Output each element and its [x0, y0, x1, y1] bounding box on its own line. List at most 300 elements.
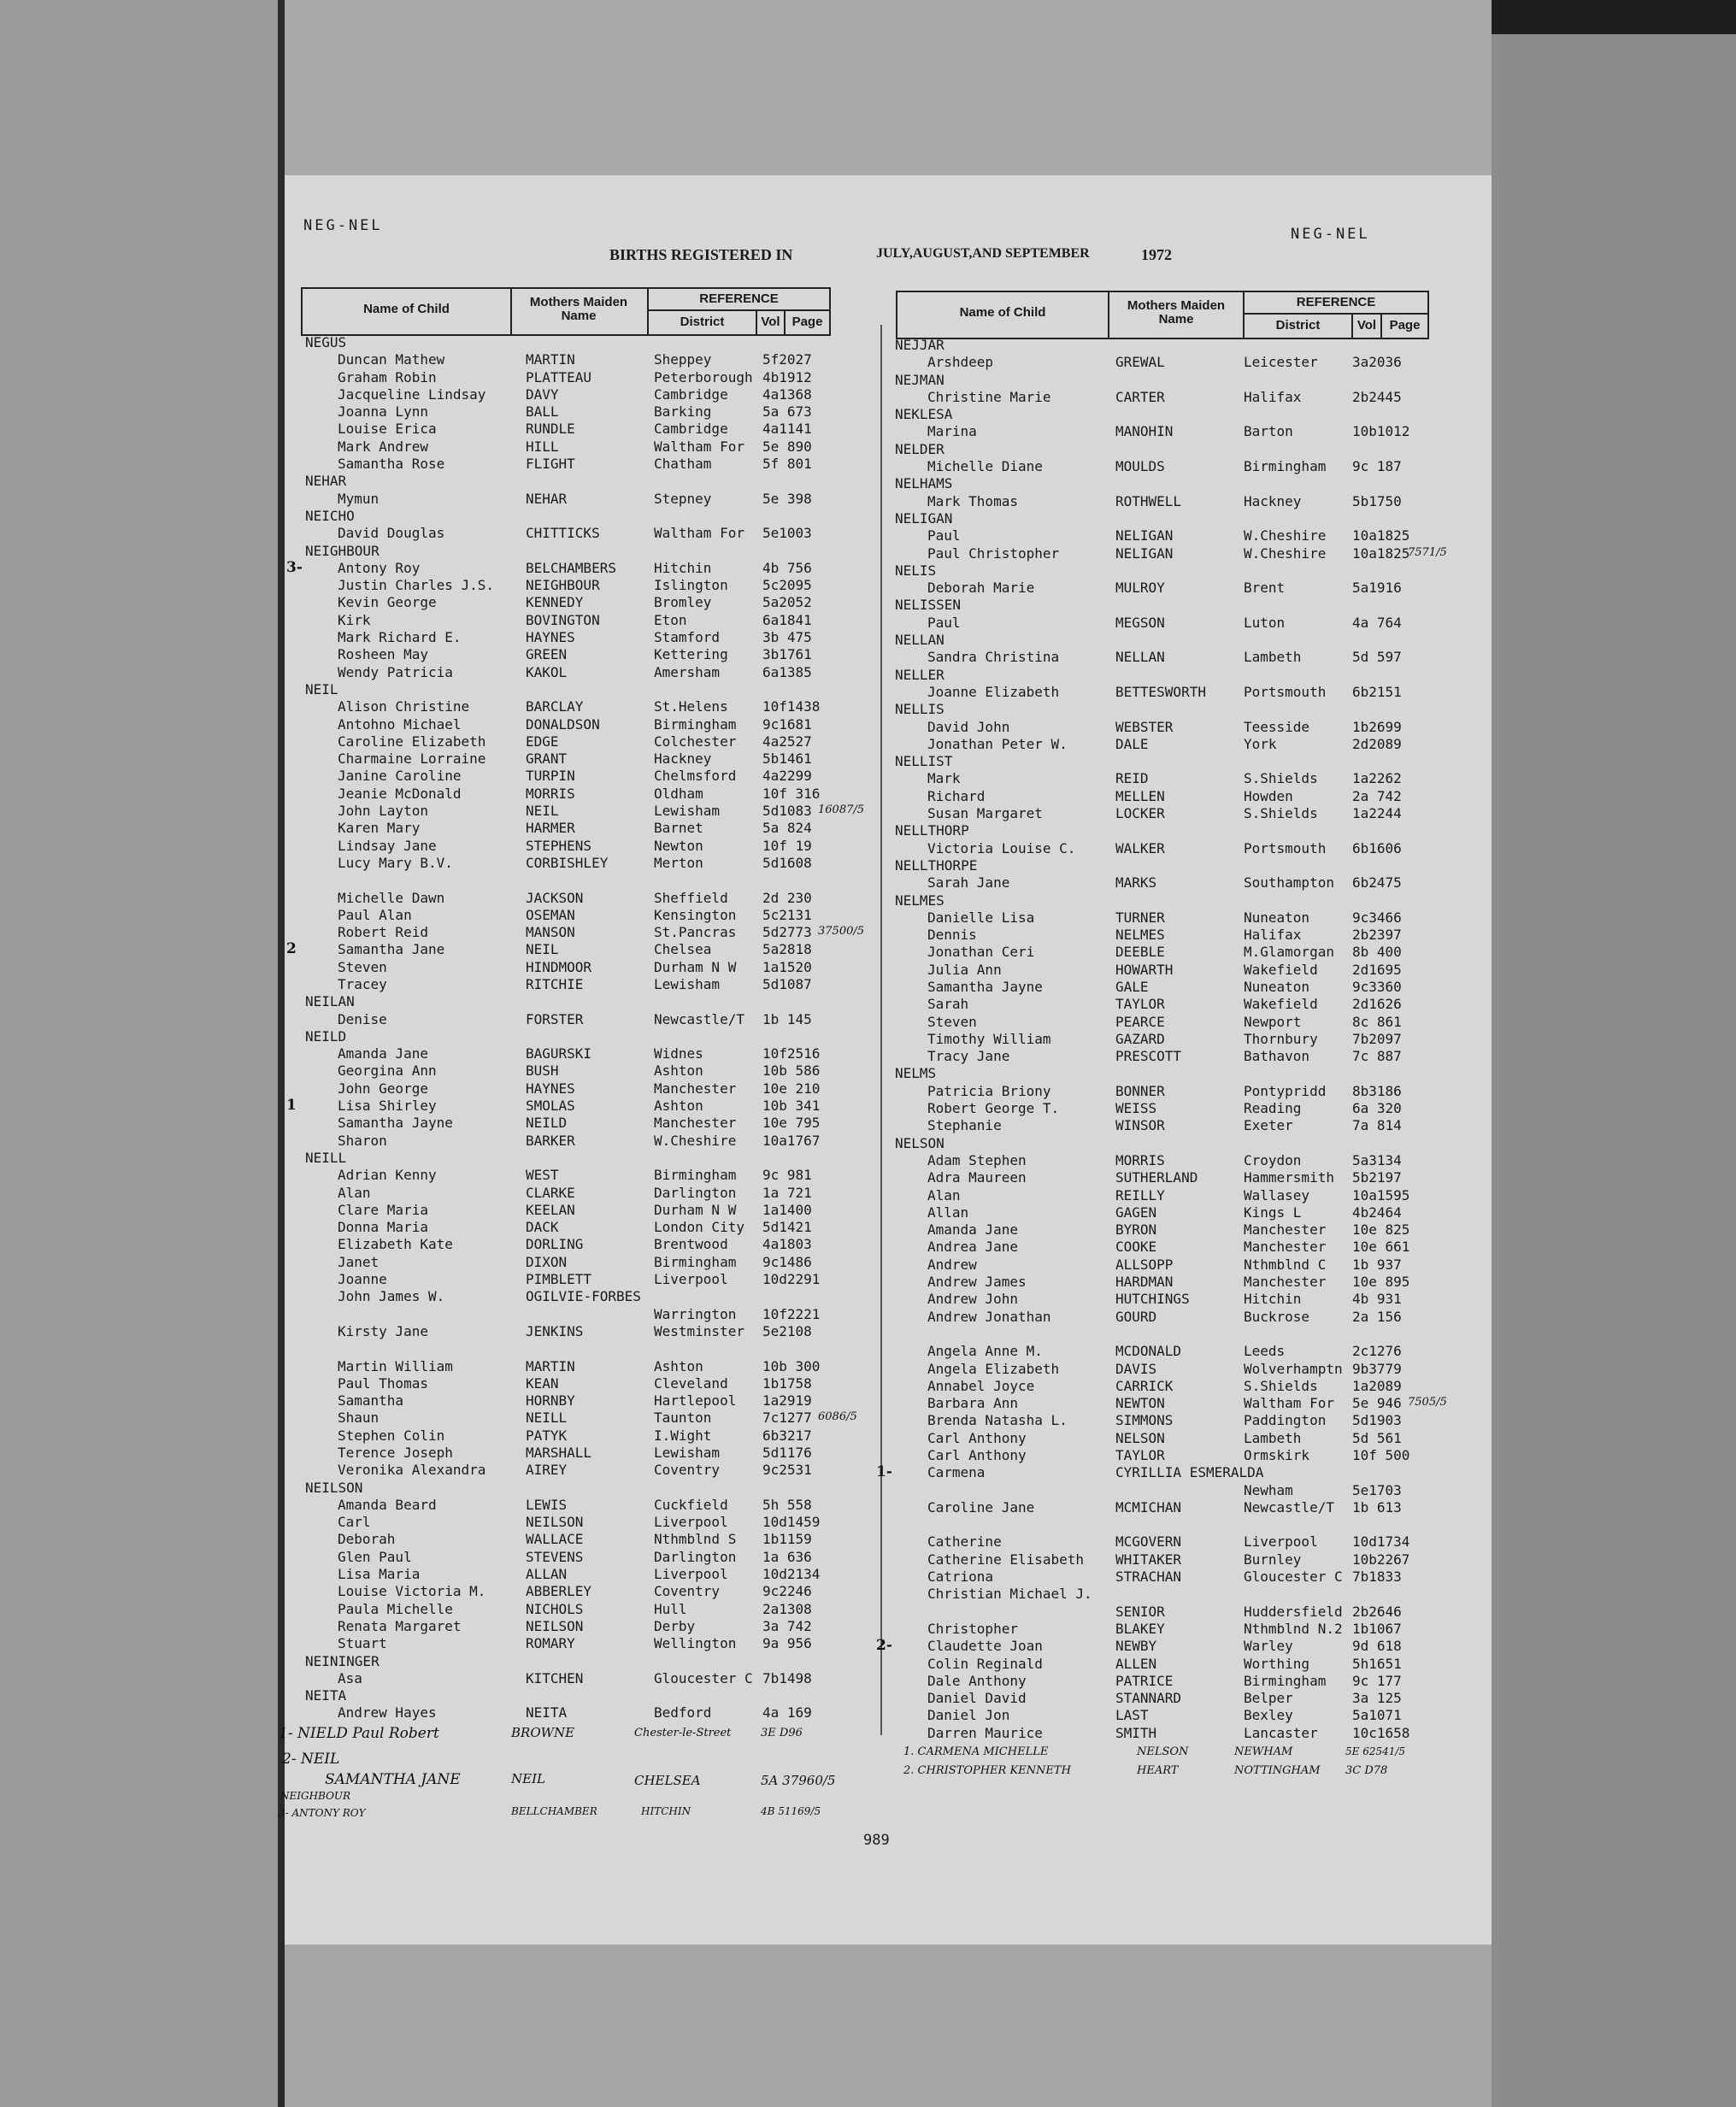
th-district: District [680, 315, 725, 329]
child-name: Steven [338, 958, 387, 975]
vol-page: 5d1903 [1352, 1412, 1402, 1429]
register-entry [895, 1168, 1442, 1185]
mothers-maiden-name: NICHOLS [526, 1600, 584, 1617]
district: Nthmblnd N.2 [1244, 1620, 1343, 1637]
vol-page: 2d 230 [762, 889, 812, 906]
vol-page: 6a1385 [762, 663, 812, 680]
mothers-maiden-name: BAGURSKI [526, 1045, 592, 1062]
vol-page: 5e2108 [762, 1322, 812, 1339]
child-name: Clare Maria [338, 1201, 428, 1218]
district: Wolverhamptn [1244, 1360, 1343, 1377]
register-entry [305, 801, 865, 820]
mothers-maiden-name: HARDMAN [1115, 1274, 1174, 1291]
vol-page: 4a1803 [762, 1236, 812, 1253]
district: Durham N W [654, 958, 737, 975]
surname: NEICHO [305, 507, 355, 524]
district: Islington [654, 577, 728, 594]
child-name: Catriona [927, 1568, 994, 1586]
register-entry [305, 784, 852, 801]
surname-heading [305, 471, 852, 488]
district: Taunton [654, 1410, 712, 1427]
register-entry [895, 1498, 1442, 1515]
mothers-maiden-name: OSEMAN [526, 906, 575, 923]
district: Derby [654, 1617, 696, 1634]
mothers-maiden-name: FORSTER [526, 1010, 584, 1027]
register-entry [895, 387, 1442, 404]
surname-heading [895, 665, 1442, 682]
surname-heading [895, 595, 1442, 612]
mothers-maiden-name: LEWIS [526, 1496, 568, 1513]
child-name: Dale Anthony [927, 1672, 1027, 1689]
child-name: Samantha Jane [338, 941, 445, 958]
district: Cambridge [654, 385, 728, 403]
vol-page: 1a2262 [1352, 770, 1402, 787]
child-name: Terence Joseph [338, 1445, 453, 1461]
child-name: Louise Victoria M. [338, 1583, 486, 1600]
child-name: Sharon [338, 1132, 387, 1149]
vol-page: 10b 300 [762, 1357, 821, 1374]
district: Hitchin [1244, 1291, 1302, 1308]
surname: NELLER [895, 666, 945, 683]
register-entry [305, 766, 852, 783]
surname-heading [895, 404, 1442, 421]
register-entry [895, 1324, 1442, 1341]
mothers-maiden-name: NELSON [1115, 1429, 1165, 1446]
child-name: Paul [927, 527, 961, 544]
district: Bexley [1244, 1707, 1293, 1724]
register-entry [895, 1671, 1442, 1688]
th-mothers-maiden-name: Mothers Maiden Name [529, 295, 628, 323]
child-name: Mymun [338, 490, 380, 507]
mothers-maiden-name: MANSON [526, 924, 575, 941]
handwritten-entry-2-mother: NEIL [511, 1771, 545, 1786]
district: Bathavon [1244, 1048, 1310, 1065]
mothers-maiden-name: MARTIN [526, 351, 575, 368]
district: Lambeth [1244, 649, 1302, 666]
register-entry [305, 1547, 852, 1564]
mothers-maiden-name: NEHAR [526, 490, 568, 507]
district: Thornbury [1244, 1030, 1318, 1047]
th-vol: Vol [761, 315, 780, 329]
vol-page: 1b 937 [1352, 1256, 1402, 1273]
child-name: Louise Erica [338, 421, 437, 438]
vol-page: 2b2445 [1352, 388, 1402, 405]
th-mothers-maiden-name: Mothers Maiden Name [1127, 298, 1226, 327]
vol-page: 5e1703 [1352, 1481, 1402, 1498]
district: Warley [1244, 1638, 1293, 1655]
register-entry [895, 803, 1442, 821]
handwritten-reference: 7505/5 [1408, 1396, 1447, 1410]
register-entry [895, 1410, 1442, 1427]
mothers-maiden-name: ALLSOPP [1115, 1256, 1174, 1273]
mothers-maiden-name: GAGEN [1115, 1204, 1157, 1221]
district: Croydon [1244, 1151, 1302, 1168]
register-entry [305, 697, 852, 714]
mothers-maiden-name: EDGE [526, 733, 559, 750]
register-entry [895, 1046, 1442, 1063]
surname: NEIGHBOUR [305, 542, 380, 559]
mothers-maiden-name: RUNDLE [526, 421, 575, 438]
child-name: Deborah Marie [927, 580, 1035, 597]
surname-heading [895, 509, 1442, 526]
register-entry [895, 1307, 1442, 1324]
child-name: Georgina Ann [338, 1062, 437, 1080]
mothers-maiden-name: SMITH [1115, 1724, 1157, 1741]
surname-heading [895, 630, 1442, 647]
register-entry [305, 1391, 852, 1408]
mothers-maiden-name: DALE [1115, 735, 1149, 752]
vol-page: 10a1825 [1352, 544, 1410, 562]
vol-page: 10f2221 [762, 1305, 821, 1322]
district: S.Shields [1244, 805, 1318, 822]
child-name: Paul Thomas [338, 1374, 428, 1392]
surname: NELLTHORP [895, 822, 969, 839]
child-name: Kirk [338, 611, 371, 628]
register-entry [305, 575, 852, 592]
register-entry [305, 870, 852, 887]
child-name: Rosheen May [338, 646, 428, 663]
vol-page: 4a1368 [762, 385, 812, 403]
mothers-maiden-name: CYRILLIA ESMERALDA [1115, 1464, 1264, 1481]
handwritten-entry-3-ref: 4B 51169/5 [761, 1805, 821, 1817]
mothers-maiden-name: GRANT [526, 750, 568, 768]
scan-margin-top [285, 0, 1492, 175]
mothers-maiden-name: HINDMOOR [526, 958, 592, 975]
district: Waltham For [1244, 1395, 1334, 1412]
surname-heading [305, 541, 852, 558]
surname-heading [895, 1133, 1442, 1151]
surname: NELLIS [895, 701, 945, 718]
child-name: Stephen Colin [338, 1427, 445, 1444]
handwritten-entry-r2-ref: 3C D78 [1345, 1764, 1388, 1777]
child-name: Caroline Jane [927, 1498, 1035, 1516]
child-name: Julia Ann [927, 961, 1002, 978]
th-name-of-child: Name of Child [959, 305, 1046, 320]
register-entry [305, 385, 852, 402]
mothers-maiden-name: PEARCE [1115, 1013, 1165, 1030]
register-entry [305, 1443, 852, 1460]
child-name: Denise [338, 1010, 387, 1027]
district: S.Shields [1244, 770, 1318, 787]
district: I.Wight [654, 1427, 712, 1444]
surname-heading [305, 506, 852, 523]
vol-page: 4b1912 [762, 368, 812, 385]
surname: NELLTHORPE [895, 856, 978, 874]
surname: NEILD [305, 1027, 347, 1045]
register-entry [895, 1098, 1442, 1115]
mothers-maiden-name: WALLACE [526, 1531, 584, 1548]
register-entry [895, 1428, 1442, 1445]
vol-page: 4b 931 [1352, 1291, 1402, 1308]
child-name: Richard [927, 787, 986, 804]
handwritten-mark: 1- [876, 1463, 892, 1481]
vol-page: 5a3134 [1352, 1151, 1402, 1168]
district: Nuneaton [1244, 978, 1310, 995]
district: Kettering [654, 646, 728, 663]
child-name: Samantha Jayne [338, 1115, 453, 1132]
mothers-maiden-name: DAVIS [1115, 1360, 1157, 1377]
vol-page: 5b1750 [1352, 492, 1402, 509]
register-entry [895, 1445, 1442, 1463]
surname-heading [305, 1027, 852, 1044]
surname: NEILL [305, 1149, 347, 1166]
mothers-maiden-name: ROMARY [526, 1635, 575, 1652]
district: Nthmblnd S [654, 1531, 737, 1548]
surname-heading [895, 891, 1442, 908]
child-name: Claudette Joan [927, 1638, 1043, 1655]
district: Newcastle/T [654, 1010, 744, 1027]
district: Stepney [654, 490, 712, 507]
mothers-maiden-name: HOWARTH [1115, 961, 1174, 978]
child-name: Paul [927, 614, 961, 631]
mothers-maiden-name: PATYK [526, 1427, 568, 1444]
vol-page: 5c2131 [762, 906, 812, 923]
register-entry [305, 1304, 852, 1321]
mothers-maiden-name: ALLAN [526, 1566, 568, 1583]
register-entry [305, 489, 852, 506]
child-name: Andrew [927, 1256, 977, 1273]
register-entry [895, 1186, 1442, 1203]
handwritten-reference: 6086/5 [818, 1410, 857, 1424]
surname: NELLAN [895, 632, 945, 649]
vol-page: 1a 721 [762, 1184, 812, 1201]
child-name: Danielle Lisa [927, 909, 1035, 926]
district: M.Glamorgan [1244, 944, 1334, 961]
surname: NEHAR [305, 473, 347, 490]
handwritten-entry-2-label: 2- NEIL [282, 1751, 340, 1768]
register-entry [305, 1703, 852, 1720]
vol-page: 4a 169 [762, 1704, 812, 1722]
district: Widnes [654, 1045, 703, 1062]
surname: NELMS [895, 1065, 937, 1082]
vol-page: 1b1758 [762, 1374, 812, 1392]
handwritten-entry-r2-mother: HEART [1137, 1764, 1179, 1777]
surname-heading [305, 1478, 852, 1495]
vol-page: 7b1833 [1352, 1568, 1402, 1586]
handwritten-entry-r1-district: NEWHAM [1234, 1745, 1293, 1758]
mothers-maiden-name: CHITTICKS [526, 525, 600, 542]
vol-page: 2a 156 [1352, 1308, 1402, 1325]
vol-page: 5a2818 [762, 941, 812, 958]
register-entry [305, 957, 852, 974]
district: Liverpool [1244, 1533, 1318, 1551]
child-name: Mark Thomas [927, 492, 1018, 509]
mothers-maiden-name: GOURD [1115, 1308, 1157, 1325]
child-name: Justin Charles J.S. [338, 577, 495, 594]
mothers-maiden-name: JACKSON [526, 889, 584, 906]
mothers-maiden-name: NELIGAN [1115, 544, 1174, 562]
mothers-maiden-name: LAST [1115, 1707, 1149, 1724]
register-entry [895, 1688, 1442, 1705]
mothers-maiden-name: MEGSON [1115, 614, 1165, 631]
child-name: Jacqueline Lindsay [338, 385, 486, 403]
mothers-maiden-name: BELCHAMBERS [526, 559, 616, 576]
child-name: Joanne [338, 1271, 387, 1288]
child-name: Barbara Ann [927, 1395, 1018, 1412]
vol-page: 3a 742 [762, 1617, 812, 1634]
register-entry [286, 558, 852, 576]
child-name: Janine Caroline [338, 768, 462, 785]
register-entry [286, 1096, 852, 1115]
register-entry [305, 715, 852, 732]
child-name: Glen Paul [338, 1548, 412, 1565]
mothers-maiden-name: WHITAKER [1115, 1551, 1182, 1568]
vol-page: 4a1141 [762, 421, 812, 438]
mothers-maiden-name: MORRIS [1115, 1151, 1165, 1168]
mothers-maiden-name: NEILSON [526, 1617, 584, 1634]
child-name: Lindsay Jane [338, 837, 437, 854]
mothers-maiden-name: DEEBLE [1115, 944, 1165, 961]
vol-page: 10f2516 [762, 1045, 821, 1062]
vol-page: 1a2089 [1352, 1377, 1402, 1394]
district: Stamford [654, 629, 721, 646]
child-name: Sarah [927, 996, 969, 1013]
register-entry [305, 974, 852, 992]
district: Eton [654, 611, 687, 628]
district: Cleveland [654, 1374, 728, 1392]
vol-page: 1a2244 [1352, 805, 1402, 822]
th-page: Page [791, 315, 823, 329]
register-entry [895, 1203, 1442, 1220]
district: Bromley [654, 594, 712, 611]
vol-page: 7a 814 [1352, 1117, 1402, 1134]
district: Durham N W [654, 1201, 737, 1218]
mothers-maiden-name: BOVINGTON [526, 611, 600, 628]
district: Lancaster [1244, 1724, 1318, 1741]
district: W.Cheshire [1244, 544, 1327, 562]
district: Oldham [654, 785, 703, 802]
mothers-maiden-name: HAYNES [526, 629, 575, 646]
mothers-maiden-name: PRESCOTT [1115, 1048, 1182, 1065]
surname: NEIL [305, 680, 338, 697]
handwritten-entry-2-ref: 5A 37960/5 [761, 1773, 836, 1788]
vol-page: 8b 400 [1352, 944, 1402, 961]
register-entry [895, 1584, 1442, 1601]
vol-page: 1b 613 [1352, 1498, 1402, 1516]
handwritten-entry-2-name: SAMANTHA JANE [325, 1771, 461, 1788]
mothers-maiden-name: OGILVIE-FORBES [526, 1288, 641, 1305]
handwritten-reference: 7571/5 [1408, 545, 1447, 559]
child-name: Paul Alan [338, 906, 412, 923]
vol-page: 5d1087 [762, 975, 812, 992]
mothers-maiden-name: HORNBY [526, 1392, 575, 1410]
child-name: David Douglas [338, 525, 445, 542]
register-entry [895, 786, 1442, 803]
district: Wakefield [1244, 961, 1318, 978]
register-entry [895, 544, 1447, 562]
register-entry [305, 1061, 852, 1078]
vol-page: 9c2531 [762, 1462, 812, 1479]
title-year: 1972 [1141, 246, 1172, 263]
vol-page: 7b1498 [762, 1669, 812, 1686]
mothers-maiden-name: HAYNES [526, 1080, 575, 1097]
child-name: Paul Christopher [927, 544, 1060, 562]
register-entry [895, 873, 1442, 890]
mothers-maiden-name: TURNER [1115, 909, 1165, 926]
child-name: Adra Maureen [927, 1169, 1027, 1186]
register-entry [895, 1376, 1442, 1393]
child-name: Colin Reginald [927, 1655, 1043, 1672]
mothers-maiden-name: GREEN [526, 646, 568, 663]
district: Ormskirk [1244, 1447, 1310, 1463]
district: Manchester [1244, 1221, 1327, 1239]
register-entry [895, 1550, 1442, 1567]
child-name: Samantha [338, 1392, 404, 1410]
register-entry [895, 421, 1442, 438]
handwritten-reference: 37500/5 [818, 925, 865, 939]
vol-page: 4a2527 [762, 733, 812, 750]
surname: NEILAN [305, 993, 355, 1010]
child-name: Jeanie McDonald [338, 785, 462, 802]
vol-page: 9c 177 [1352, 1672, 1402, 1689]
district: Chatham [654, 456, 712, 473]
child-name: Joanna Lynn [338, 403, 428, 421]
vol-page: 10a1767 [762, 1132, 821, 1149]
mothers-maiden-name: REILLY [1115, 1186, 1165, 1204]
vol-page: 5d1176 [762, 1445, 812, 1461]
district: Colchester [654, 733, 737, 750]
district: Kensington [654, 906, 737, 923]
child-name: Antohno Michael [338, 715, 462, 733]
child-name: Duncan Mathew [338, 351, 445, 368]
handwritten-entry-1-mother: BROWNE [511, 1725, 575, 1740]
register-entry [895, 613, 1442, 630]
surname-heading [305, 992, 852, 1009]
vol-page: 10d2134 [762, 1566, 821, 1583]
mothers-maiden-name: HUTCHINGS [1115, 1291, 1190, 1308]
vol-page: 2b2397 [1352, 927, 1402, 944]
mothers-maiden-name: STEVENS [526, 1548, 584, 1565]
vol-page: 3a 125 [1352, 1690, 1402, 1707]
district: Barking [654, 403, 712, 421]
handwritten-entry-2-district: CHELSEA [634, 1773, 701, 1788]
child-name: Amanda Jane [338, 1045, 428, 1062]
page-title: BIRTHS REGISTERED IN [609, 246, 793, 263]
register-entry [305, 1581, 852, 1598]
district: Wakefield [1244, 996, 1318, 1013]
vol-page: 10a1595 [1352, 1186, 1410, 1204]
child-name: Asa [338, 1669, 362, 1686]
register-entry [305, 662, 852, 680]
mothers-maiden-name: BUSH [526, 1062, 559, 1080]
mothers-maiden-name: NEIL [526, 803, 559, 820]
register-entry [895, 578, 1442, 595]
child-name: Lucy Mary B.V. [338, 854, 453, 871]
vol-page: 5d2773 [762, 924, 812, 941]
district: W.Cheshire [654, 1132, 737, 1149]
district: Lewisham [654, 1445, 721, 1461]
vol-page: 6b2475 [1352, 874, 1402, 892]
mothers-maiden-name: BARCLAY [526, 698, 584, 715]
surname-heading [895, 856, 1442, 873]
child-name: Adrian Kenny [338, 1167, 437, 1184]
register-entry [305, 1200, 852, 1217]
register-entry [305, 1252, 852, 1269]
vol-page: 6b1606 [1352, 839, 1402, 856]
register-entry [895, 1272, 1442, 1289]
district: Burnley [1244, 1551, 1302, 1568]
vol-page: 5e 398 [762, 490, 812, 507]
district: Birmingham [1244, 458, 1327, 475]
register-entry [305, 1113, 852, 1130]
register-entry [305, 1286, 852, 1304]
district: Cuckfield [654, 1496, 728, 1513]
district: Newport [1244, 1013, 1302, 1030]
district: Birmingham [654, 1253, 737, 1270]
vol-page: 3b1761 [762, 646, 812, 663]
entries-right [876, 335, 1447, 1741]
child-name: Amanda Beard [338, 1496, 437, 1513]
